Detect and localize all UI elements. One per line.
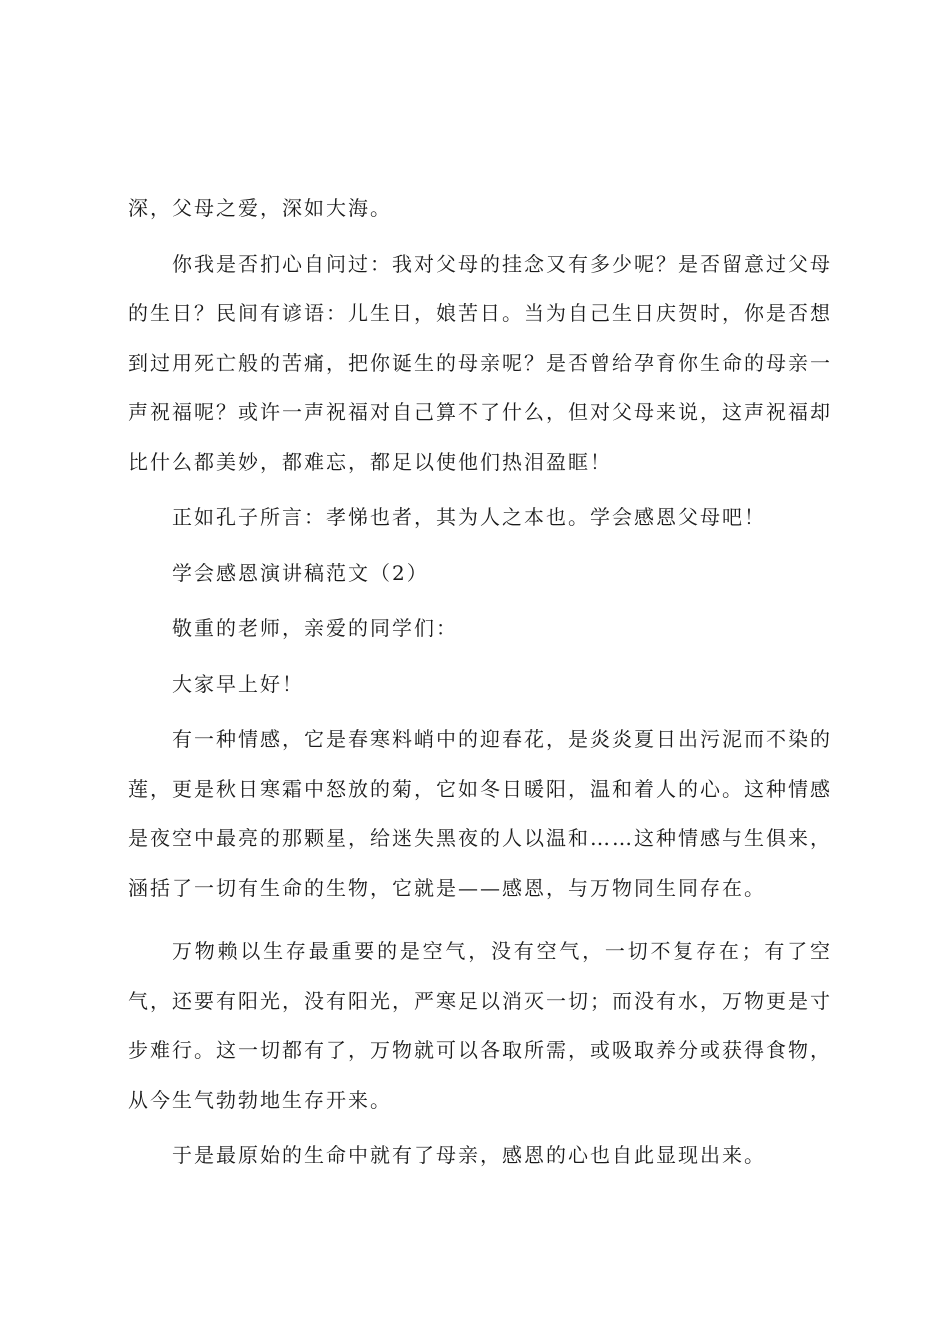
salutation: 敬重的老师，亲爱的同学们： <box>172 616 458 640</box>
paragraph-self-reflection: 你我是否扪心自问过：我对父母的挂念又有多少呢？是否留意过父母的生日？民间有谚语：儿生日，娘苦日。当为自己生日庆贺时，你是否想到过用死亡般的苦痛，把你诞生的母亲呢？是否曾给孕育你生命的母亲一声祝福呢？或许一声祝福对自己算不了什么，但对父母来说，这声祝福却比什么都美妙，都难忘，都足以使他们热泪盈眶！ <box>128 251 832 474</box>
document-body <box>128 184 832 1187</box>
paragraph-survival: 万物赖以生存最重要的是空气，没有空气，一切不复存在；有了空气，还要有阳光，没有阳光，严寒足以消灭一切；而没有水，万物更是寸步难行。这一切都有了，万物就可以各取所需，或吸取养分或获得食物，从今生气勃勃地生存开来。 <box>128 939 832 1112</box>
greeting: 大家早上好！ <box>172 671 304 696</box>
section-heading: 学会感恩演讲稿范文（2） <box>172 560 429 585</box>
paragraph-continuation: 深，父母之爱，深如大海。 <box>128 196 392 220</box>
paragraph-conclusion: 于是最原始的生命中就有了母亲，感恩的心也自此显现出来。 <box>172 1143 766 1167</box>
paragraph-confucius-quote: 正如孔子所言：孝悌也者，其为人之本也。学会感恩父母吧！ <box>172 505 766 529</box>
paragraph-emotion: 有一种情感，它是春寒料峭中的迎春花，是炎炎夏日出污泥而不染的莲，更是秋日寒霜中怒放的菊，它如冬日暖阳，温和着人的心。这种情感是夜空中最亮的那颗星，给迷失黑夜的人以温和……这种情感与生俱来，涵括了一切有生命的生物，它就是——感恩，与万物同生同存在。 <box>128 727 832 900</box>
